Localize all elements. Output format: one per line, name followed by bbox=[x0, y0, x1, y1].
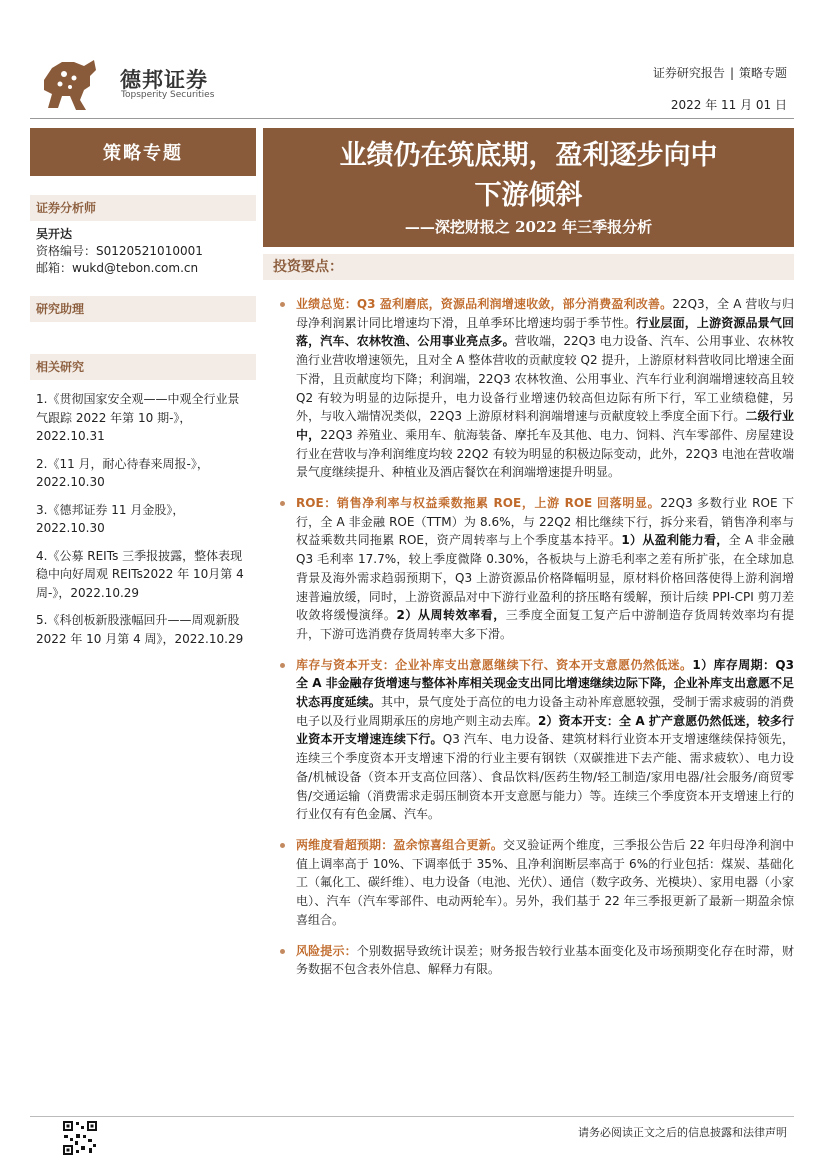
bullet-icon bbox=[280, 501, 285, 506]
bullet-icon bbox=[280, 843, 285, 848]
bullet-icon bbox=[280, 949, 285, 954]
report-title-line1: 业绩仍在筑底期，盈利逐步向中 bbox=[339, 140, 718, 171]
report-subtitle: ——深挖财报之 2022 年三季报分析 bbox=[404, 218, 653, 236]
company-logo bbox=[40, 56, 100, 114]
related-item[interactable]: 4.《公募 REITs 三季报披露，整体表现稳中向好周观 REITs2022 年 10月第 4周-》，2022.10.29 bbox=[36, 548, 244, 600]
analyst-name: 吴开达 bbox=[36, 227, 73, 241]
footer-divider bbox=[30, 1116, 794, 1117]
bullet-icon bbox=[280, 302, 285, 307]
disclaimer-notice: 请务必阅读正文之后的信息披露和法律声明 bbox=[578, 1126, 787, 1139]
para-overview: 业绩总览：Q3 盈利磨底，资源品利润增速收敛，部分消费盈利改善。22Q3，全 A 营收与归母净利润累计同比增速均下滑，且单季环比增速均弱于季节性。行业层面，上游资源品景气回落，汽车、农林牧渔、公用事业亮点多。营收端，22Q3 电力设备、汽车、公用事业、农林牧渔行业营收增速领先，且对全 A 整体营收的贡献度较 Q2 提升，上游原材料营收同比增速全面下滑，且贡献度均下降；利润端，22Q3 农林牧渔、公用事业、汽车行业利润端增速较高且较 Q2 有较为明显的边际提升，电力设备行业增速仍较高但边际有所下行，军工业绩稳健，另外，与收入端情况类似，22Q3 上游原材料利润端增速与贡献度较上季度全面下行。二级行业中，22Q3 养殖业、乘用车、航海装备、摩托车及其他、电力、饲料、汽车零部件、房屋建设行业在营收与净利润维度均较 22Q2 有较为明显的积极边际变动，此外，22Q3 电池在营收端景气度继续提升、种植业及酒店餐饮在利润端增速提升明显。 bbox=[278, 295, 794, 482]
report-date: 2022 年 11 月 01 日 bbox=[670, 98, 787, 112]
related-item[interactable]: 1.《贯彻国家安全观——中观全行业景气跟踪 2022 年第 10 期-》，2022.10.31 bbox=[36, 392, 240, 443]
key-points-heading: 投资要点： bbox=[263, 254, 794, 280]
para-roe: ROE：销售净利率与权益乘数拖累 ROE，上游 ROE 回落明显。22Q3 多数行业 ROE 下行，全 A 非金融 ROE（TTM）为 8.6%，与 22Q2 相比继续下行，拆分来看，销售净利率与权益乘数共同拖累 ROE，资产周转率与上个季度基本持平。1）从盈利能力看，全 A 非金融 Q3 毛利率 17.7%，较上季度微降 0.30%，各板块与上游毛利率之差有所扩张，在全球加息背景及海外需求趋弱预期下，Q3 上游资源品价格降幅明显，原材料价格回落使得上游利润增速普遍放缓，同时，上游资源品对中下游行业盈利的挤压略有缓解，预计后续 PPI-CPI 剪刀差收敛将缓慢演绎。2）从周转效率看，三季度全面复工复产后中游制造存货周转效率均有提升，下游可选消费存货周转率大多下滑。 bbox=[278, 494, 794, 644]
assistant-heading: 研究助理 bbox=[30, 296, 256, 322]
related-heading: 相关研究 bbox=[30, 354, 256, 380]
title-banner bbox=[263, 128, 794, 247]
para-inventory-capex: 库存与资本开支：企业补库支出意愿继续下行、资本开支意愿仍然低迷。1）库存周期：Q3 全 A 非金融存货增速与整体补库相关现金支出同比增速继续边际下降，企业补库支出意愿不足状态再度延续。其中，景气度处于高位的电力设备主动补库意愿较强，受制于需求疲弱的消费电子以及行业周期承压的房地产则主动去库。2）资本开支：全 A 扩产意愿仍然低迷，较多行业资本开支增速连续下行。Q3 汽车、电力设备、建筑材料行业资本开支增速继续保持领先，连续三个季度资本开支增速下滑的行业主要有钢铁（双碳推进下去产能、需求疲软）、电力设备/机械设备（资本开支高位回落）、食品饮料/医药生物/轻工制造/家用电器/社会服务/商贸零售/交通运输（消费需求走弱压制资本开支意愿与能力）等。连续三个季度资本开支增速上行的行业仅有有色金属、汽车。 bbox=[278, 656, 794, 824]
report-type-label: 证券研究报告 bbox=[652, 66, 725, 80]
qr-code-icon bbox=[62, 1120, 98, 1156]
report-type bbox=[653, 64, 787, 81]
related-item[interactable]: 2.《11 月，耐心待春来周报-》，2022.10.30 bbox=[36, 456, 209, 489]
analyst-info bbox=[36, 226, 203, 277]
related-item[interactable]: 3.《德邦证券 11 月金股》，2022.10.30 bbox=[36, 502, 185, 535]
para-risk: 风险提示：个别数据导致统计误差；财务报告较行业基本面变化及市场预期变化存在时滞，财务数据不包含表外信息、解释力有限。 bbox=[278, 942, 794, 979]
analyst-heading: 证券分析师 bbox=[30, 195, 256, 221]
brand-name-en: Topsperity Securities bbox=[121, 90, 215, 100]
related-item[interactable]: 5.《科创板新股涨幅回升——周观新股 2022 年 10 月第 4 周》，2022.10.29 bbox=[36, 613, 244, 646]
header-divider bbox=[30, 118, 794, 119]
report-title-line2: 下游倾斜 bbox=[474, 180, 583, 211]
report-category-label: 策略专题 bbox=[738, 66, 787, 80]
analyst-cert: 资格编号：S0120521010001 bbox=[36, 244, 203, 258]
key-points-body bbox=[278, 295, 794, 991]
bullet-icon bbox=[280, 663, 285, 668]
analyst-email: 邮箱：wukd@tebon.com.cn bbox=[36, 261, 199, 275]
para-surprise: 两维度看超预期：盈余惊喜组合更新。交叉验证两个维度，三季报公告后 22 年归母净利润中值上调率高于 10%、下调率低于 35%、且净利润断层率高于 6%的行业包括：煤炭、基础化工（氟化工、碳纤维）、电力设备（电池、光伏）、通信（数字政务、光模块）、家用电器（小家电）、汽车（汽车零部件、电动两轮车）。另外，我们基于 22 年三季报更新了最新一期盈余惊喜组合。 bbox=[278, 836, 794, 930]
category-tag: 策略专题 bbox=[30, 128, 256, 176]
brand-name-cn: 德邦证券 bbox=[120, 68, 208, 92]
related-research-list bbox=[36, 390, 250, 657]
separator: | bbox=[729, 66, 734, 80]
